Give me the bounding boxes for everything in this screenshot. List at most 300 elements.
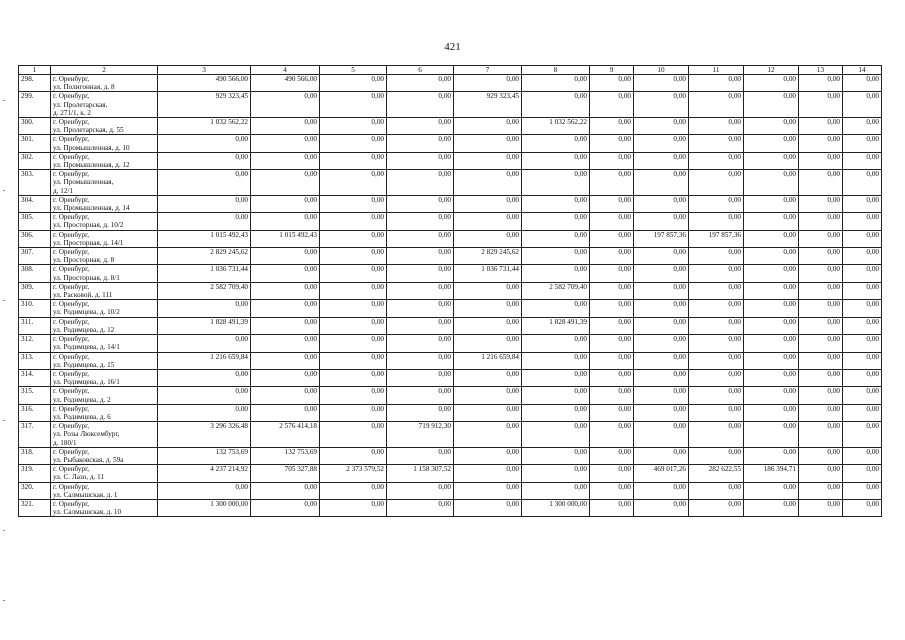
- amount-cell: 1 300 000,00: [158, 499, 251, 516]
- amount-cell: 0,00: [843, 75, 882, 92]
- amount-cell: 0,00: [689, 92, 744, 118]
- amount-cell: 0,00: [387, 195, 454, 212]
- address-cell: [51, 465, 158, 482]
- amount-cell: 0,00: [590, 387, 634, 404]
- amount-cell: 0,00: [799, 118, 843, 135]
- address-line: г. Оренбург,: [53, 482, 90, 491]
- amount-cell: 0,00: [689, 195, 744, 212]
- amount-cell: 0,00: [387, 335, 454, 352]
- amount-cell: 1 032 562,22: [522, 118, 590, 135]
- amount-cell: 0,00: [522, 422, 590, 448]
- amount-cell: 0,00: [387, 352, 454, 369]
- amount-cell: 0,00: [320, 152, 387, 169]
- table-row: [19, 317, 882, 334]
- address-line: ул. Просторная, д. 10/2: [53, 221, 124, 230]
- amount-cell: 0,00: [320, 213, 387, 230]
- address-cell: [51, 352, 158, 369]
- amount-cell: 2 582 709,40: [522, 282, 590, 299]
- amount-cell: 0,00: [320, 482, 387, 499]
- amount-cell: 0,00: [634, 335, 689, 352]
- amount-cell: 0,00: [251, 317, 320, 334]
- address-line: ул. Просторная, д. 8: [53, 256, 115, 265]
- row-number: 299.: [19, 92, 51, 118]
- amount-cell: 0,00: [387, 317, 454, 334]
- amount-cell: 0,00: [454, 195, 522, 212]
- amount-cell: 0,00: [251, 152, 320, 169]
- address-line: ул. Полигонная, д. 8: [53, 83, 115, 92]
- amount-cell: 0,00: [634, 75, 689, 92]
- amount-cell: 0,00: [689, 135, 744, 152]
- amount-cell: 0,00: [843, 195, 882, 212]
- amount-cell: 0,00: [689, 75, 744, 92]
- amount-cell: 0,00: [454, 465, 522, 482]
- amount-cell: 0,00: [590, 465, 634, 482]
- amount-cell: 0,00: [590, 300, 634, 317]
- amount-cell: 0,00: [799, 352, 843, 369]
- amount-cell: 0,00: [843, 369, 882, 386]
- amount-cell: 0,00: [744, 92, 799, 118]
- table-row: [19, 118, 882, 135]
- table-row: [19, 152, 882, 169]
- amount-cell: 0,00: [689, 317, 744, 334]
- row-number: 311.: [19, 317, 51, 334]
- table-row: [19, 213, 882, 230]
- amount-cell: 0,00: [387, 447, 454, 464]
- amount-cell: 0,00: [634, 282, 689, 299]
- amount-cell: 0,00: [843, 248, 882, 265]
- column-header: 7: [454, 66, 522, 75]
- amount-cell: 0,00: [634, 422, 689, 448]
- address-line: ул. Просторная, д. 8/1: [53, 273, 120, 282]
- amount-cell: 0,00: [590, 317, 634, 334]
- address-line: ул. Родимцева, д. 2: [53, 395, 111, 404]
- address-cell: [51, 499, 158, 516]
- amount-cell: 0,00: [251, 482, 320, 499]
- amount-cell: 2 829 245,62: [158, 248, 251, 265]
- row-number: 321.: [19, 499, 51, 516]
- amount-cell: 0,00: [320, 195, 387, 212]
- table-row: [19, 92, 882, 118]
- amount-cell: 0,00: [320, 422, 387, 448]
- amount-cell: 0,00: [689, 282, 744, 299]
- row-number: 309.: [19, 282, 51, 299]
- address-cell: [51, 92, 158, 118]
- address-line: ул. Расковой, д. 111: [53, 291, 113, 300]
- address-line: ул. Промышленная, д. 14: [53, 204, 130, 213]
- address-line: г. Оренбург,: [53, 404, 90, 413]
- amount-cell: 0,00: [634, 387, 689, 404]
- amount-cell: 0,00: [387, 282, 454, 299]
- amount-cell: 0,00: [634, 170, 689, 196]
- row-number: 301.: [19, 135, 51, 152]
- amount-cell: 0,00: [158, 335, 251, 352]
- amount-cell: 0,00: [590, 152, 634, 169]
- amount-cell: 0,00: [799, 170, 843, 196]
- table-row: [19, 195, 882, 212]
- address-cell: [51, 404, 158, 421]
- amount-cell: 0,00: [689, 499, 744, 516]
- amount-cell: 0,00: [522, 404, 590, 421]
- amount-cell: 0,00: [158, 300, 251, 317]
- amount-cell: 0,00: [454, 404, 522, 421]
- amount-cell: 0,00: [634, 317, 689, 334]
- amount-cell: 0,00: [522, 387, 590, 404]
- amount-cell: 0,00: [744, 335, 799, 352]
- amount-cell: 0,00: [634, 404, 689, 421]
- table-row: [19, 282, 882, 299]
- address-line: г. Оренбург,: [53, 248, 90, 257]
- amount-cell: 0,00: [744, 230, 799, 247]
- row-number: 313.: [19, 352, 51, 369]
- column-header: 13: [799, 66, 843, 75]
- amount-cell: 0,00: [522, 352, 590, 369]
- amount-cell: 0,00: [454, 482, 522, 499]
- amount-cell: 0,00: [843, 213, 882, 230]
- address-line: ул. Салмышская, д. 10: [53, 508, 122, 517]
- amount-cell: 0,00: [689, 369, 744, 386]
- amount-cell: 0,00: [387, 170, 454, 196]
- amount-cell: 0,00: [799, 465, 843, 482]
- row-number: 319.: [19, 465, 51, 482]
- column-header: 12: [744, 66, 799, 75]
- amount-cell: 0,00: [634, 213, 689, 230]
- address-cell: [51, 482, 158, 499]
- amount-cell: 0,00: [689, 248, 744, 265]
- amount-cell: 0,00: [590, 170, 634, 196]
- address-cell: [51, 317, 158, 334]
- address-line: ул. Родимцева, д. 15: [53, 360, 115, 369]
- row-number: 314.: [19, 369, 51, 386]
- amount-cell: 0,00: [744, 447, 799, 464]
- address-line: г. Оренбург,: [53, 170, 90, 179]
- amount-cell: 0,00: [251, 387, 320, 404]
- amount-cell: 0,00: [744, 282, 799, 299]
- amount-cell: 0,00: [843, 152, 882, 169]
- amount-cell: 0,00: [454, 300, 522, 317]
- amount-cell: 0,00: [744, 135, 799, 152]
- amount-cell: 0,00: [387, 248, 454, 265]
- address-line: ул. Пролетарская, д. 55: [53, 126, 124, 135]
- amount-cell: 0,00: [634, 248, 689, 265]
- address-line: д. 271/1, к. 2: [53, 108, 91, 117]
- amount-cell: 0,00: [158, 369, 251, 386]
- column-header: 5: [320, 66, 387, 75]
- page-number: 421: [444, 41, 461, 53]
- amount-cell: 0,00: [799, 282, 843, 299]
- amount-cell: 0,00: [320, 135, 387, 152]
- address-line: ул. Промышленная, д. 10: [53, 143, 130, 152]
- amount-cell: 0,00: [744, 369, 799, 386]
- row-number: 307.: [19, 248, 51, 265]
- amount-cell: 1 036 731,44: [158, 265, 251, 282]
- address-line: г. Оренбург,: [53, 230, 90, 239]
- address-line: ул. Родимцева, д. 10/2: [53, 308, 120, 317]
- amount-cell: 0,00: [689, 335, 744, 352]
- amount-cell: 0,00: [158, 213, 251, 230]
- amount-cell: 1 015 492,43: [158, 230, 251, 247]
- table-row: [19, 387, 882, 404]
- amount-cell: 0,00: [158, 152, 251, 169]
- amount-cell: 0,00: [454, 387, 522, 404]
- amount-cell: 0,00: [387, 152, 454, 169]
- amount-cell: 0,00: [454, 422, 522, 448]
- amount-cell: 719 912,30: [387, 422, 454, 448]
- amount-cell: 0,00: [843, 135, 882, 152]
- amount-cell: 0,00: [387, 482, 454, 499]
- amount-cell: 0,00: [744, 387, 799, 404]
- amount-cell: 0,00: [387, 118, 454, 135]
- amount-cell: 705 327,88: [251, 465, 320, 482]
- address-cell: [51, 213, 158, 230]
- amount-cell: 0,00: [799, 447, 843, 464]
- register-table: [18, 65, 882, 517]
- amount-cell: 0,00: [590, 447, 634, 464]
- amount-cell: 0,00: [590, 369, 634, 386]
- address-cell: [51, 248, 158, 265]
- amount-cell: 1 032 562,22: [158, 118, 251, 135]
- amount-cell: 0,00: [843, 482, 882, 499]
- address-line: ул. Промышленная, д. 12: [53, 161, 130, 170]
- amount-cell: 0,00: [634, 447, 689, 464]
- amount-cell: 0,00: [251, 369, 320, 386]
- table-row: [19, 230, 882, 247]
- amount-cell: 0,00: [744, 422, 799, 448]
- amount-cell: 0,00: [251, 282, 320, 299]
- table-row: [19, 75, 882, 92]
- address-line: г. Оренбург,: [53, 118, 90, 127]
- amount-cell: 0,00: [320, 118, 387, 135]
- amount-cell: 469 017,26: [634, 465, 689, 482]
- amount-cell: 0,00: [799, 317, 843, 334]
- amount-cell: 0,00: [251, 499, 320, 516]
- column-header: 14: [843, 66, 882, 75]
- amount-cell: 0,00: [634, 195, 689, 212]
- table-row: [19, 404, 882, 421]
- amount-cell: 0,00: [590, 482, 634, 499]
- amount-cell: 0,00: [689, 404, 744, 421]
- column-header: 9: [590, 66, 634, 75]
- amount-cell: 0,00: [251, 213, 320, 230]
- amount-cell: 0,00: [799, 135, 843, 152]
- amount-cell: 1 015 492,43: [251, 230, 320, 247]
- amount-cell: 0,00: [744, 170, 799, 196]
- amount-cell: 0,00: [522, 265, 590, 282]
- amount-cell: 0,00: [799, 482, 843, 499]
- amount-cell: 0,00: [454, 335, 522, 352]
- amount-cell: 0,00: [799, 213, 843, 230]
- amount-cell: 0,00: [689, 352, 744, 369]
- amount-cell: 186 394,71: [744, 465, 799, 482]
- amount-cell: 0,00: [590, 265, 634, 282]
- amount-cell: 0,00: [320, 170, 387, 196]
- amount-cell: 0,00: [799, 248, 843, 265]
- amount-cell: 282 622,55: [689, 465, 744, 482]
- amount-cell: 0,00: [634, 482, 689, 499]
- amount-cell: 0,00: [689, 300, 744, 317]
- amount-cell: 0,00: [320, 404, 387, 421]
- amount-cell: 0,00: [320, 447, 387, 464]
- amount-cell: 0,00: [590, 195, 634, 212]
- table-row: [19, 265, 882, 282]
- address-line: г. Оренбург,: [53, 92, 90, 101]
- column-number-row: [19, 66, 882, 75]
- row-number: 305.: [19, 213, 51, 230]
- address-line: г. Оренбург,: [53, 352, 90, 361]
- amount-cell: 0,00: [843, 404, 882, 421]
- amount-cell: 0,00: [454, 282, 522, 299]
- amount-cell: 0,00: [843, 282, 882, 299]
- amount-cell: 0,00: [843, 300, 882, 317]
- amount-cell: 0,00: [843, 352, 882, 369]
- row-number: 306.: [19, 230, 51, 247]
- amount-cell: 1 828 491,39: [158, 317, 251, 334]
- amount-cell: 0,00: [590, 118, 634, 135]
- row-number: 315.: [19, 387, 51, 404]
- amount-cell: 0,00: [744, 300, 799, 317]
- address-line: г. Оренбург,: [53, 465, 90, 474]
- amount-cell: 0,00: [320, 92, 387, 118]
- amount-cell: 0,00: [251, 335, 320, 352]
- amount-cell: 0,00: [320, 75, 387, 92]
- column-header: 3: [158, 66, 251, 75]
- amount-cell: 0,00: [634, 499, 689, 516]
- address-cell: [51, 369, 158, 386]
- amount-cell: 0,00: [387, 135, 454, 152]
- row-number: 298.: [19, 75, 51, 92]
- amount-cell: 929 323,45: [158, 92, 251, 118]
- amount-cell: 0,00: [454, 135, 522, 152]
- amount-cell: 0,00: [843, 447, 882, 464]
- amount-cell: 0,00: [387, 300, 454, 317]
- amount-cell: 0,00: [843, 230, 882, 247]
- amount-cell: 0,00: [387, 265, 454, 282]
- address-line: г. Оренбург,: [53, 213, 90, 222]
- amount-cell: 0,00: [522, 482, 590, 499]
- address-cell: [51, 230, 158, 247]
- amount-cell: 929 323,45: [454, 92, 522, 118]
- address-cell: [51, 152, 158, 169]
- table-row: [19, 447, 882, 464]
- amount-cell: 490 566,00: [158, 75, 251, 92]
- table-row: [19, 135, 882, 152]
- row-number: 318.: [19, 447, 51, 464]
- amount-cell: 0,00: [158, 135, 251, 152]
- amount-cell: 0,00: [522, 213, 590, 230]
- address-line: ул. Промышленная,: [53, 178, 114, 187]
- row-number: 310.: [19, 300, 51, 317]
- amount-cell: 0,00: [590, 352, 634, 369]
- amount-cell: 0,00: [634, 300, 689, 317]
- address-line: г. Оренбург,: [53, 135, 90, 144]
- address-line: ул. С. Лазо, д. 11: [53, 473, 105, 482]
- table-row: [19, 170, 882, 196]
- amount-cell: 0,00: [689, 482, 744, 499]
- address-line: ул. Родимцева, д. 6: [53, 412, 111, 421]
- amount-cell: 0,00: [590, 75, 634, 92]
- amount-cell: 0,00: [251, 404, 320, 421]
- amount-cell: 0,00: [799, 195, 843, 212]
- amount-cell: 0,00: [634, 352, 689, 369]
- amount-cell: 0,00: [251, 170, 320, 196]
- amount-cell: 0,00: [251, 195, 320, 212]
- amount-cell: 197 857,36: [689, 230, 744, 247]
- amount-cell: 0,00: [387, 387, 454, 404]
- amount-cell: 0,00: [590, 499, 634, 516]
- amount-cell: 3 296 326,48: [158, 422, 251, 448]
- amount-cell: 0,00: [590, 213, 634, 230]
- amount-cell: 0,00: [799, 92, 843, 118]
- amount-cell: 0,00: [251, 248, 320, 265]
- amount-cell: 0,00: [454, 369, 522, 386]
- amount-cell: 0,00: [522, 248, 590, 265]
- amount-cell: 1 828 491,39: [522, 317, 590, 334]
- amount-cell: 0,00: [744, 152, 799, 169]
- amount-cell: 0,00: [251, 265, 320, 282]
- amount-cell: 1 036 731,44: [454, 265, 522, 282]
- amount-cell: 0,00: [387, 75, 454, 92]
- amount-cell: 0,00: [320, 265, 387, 282]
- amount-cell: 0,00: [320, 282, 387, 299]
- amount-cell: 0,00: [320, 499, 387, 516]
- amount-cell: 0,00: [454, 447, 522, 464]
- amount-cell: 1 216 659,84: [454, 352, 522, 369]
- amount-cell: 1 300 000,00: [522, 499, 590, 516]
- amount-cell: 0,00: [590, 282, 634, 299]
- amount-cell: 0,00: [799, 75, 843, 92]
- amount-cell: 0,00: [799, 499, 843, 516]
- row-number: 302.: [19, 152, 51, 169]
- amount-cell: 0,00: [387, 213, 454, 230]
- amount-cell: 0,00: [251, 300, 320, 317]
- amount-cell: 0,00: [634, 135, 689, 152]
- address-line: ул. Родимцева, д. 16/1: [53, 378, 120, 387]
- amount-cell: 0,00: [522, 75, 590, 92]
- amount-cell: 490 566,00: [251, 75, 320, 92]
- amount-cell: 0,00: [744, 248, 799, 265]
- row-number: 304.: [19, 195, 51, 212]
- amount-cell: 0,00: [522, 152, 590, 169]
- amount-cell: 0,00: [522, 170, 590, 196]
- amount-cell: 0,00: [454, 118, 522, 135]
- amount-cell: 0,00: [522, 447, 590, 464]
- amount-cell: 0,00: [320, 369, 387, 386]
- table-row: [19, 369, 882, 386]
- table-row: [19, 352, 882, 369]
- address-cell: [51, 422, 158, 448]
- amount-cell: 0,00: [689, 447, 744, 464]
- address-cell: [51, 75, 158, 92]
- amount-cell: 0,00: [522, 300, 590, 317]
- amount-cell: 0,00: [522, 92, 590, 118]
- row-number: 320.: [19, 482, 51, 499]
- amount-cell: 0,00: [799, 335, 843, 352]
- amount-cell: 0,00: [251, 92, 320, 118]
- amount-cell: 0,00: [843, 465, 882, 482]
- amount-cell: 0,00: [454, 75, 522, 92]
- address-line: г. Оренбург,: [53, 447, 90, 456]
- amount-cell: 0,00: [689, 118, 744, 135]
- table-row: [19, 499, 882, 516]
- address-cell: [51, 170, 158, 196]
- amount-cell: 0,00: [251, 352, 320, 369]
- address-line: д. 12/1: [53, 186, 74, 195]
- address-line: ул. Пролетарская,: [53, 100, 108, 109]
- column-header: 11: [689, 66, 744, 75]
- amount-cell: 2 373 579,52: [320, 465, 387, 482]
- amount-cell: 0,00: [454, 230, 522, 247]
- amount-cell: 0,00: [320, 317, 387, 334]
- table-row: [19, 248, 882, 265]
